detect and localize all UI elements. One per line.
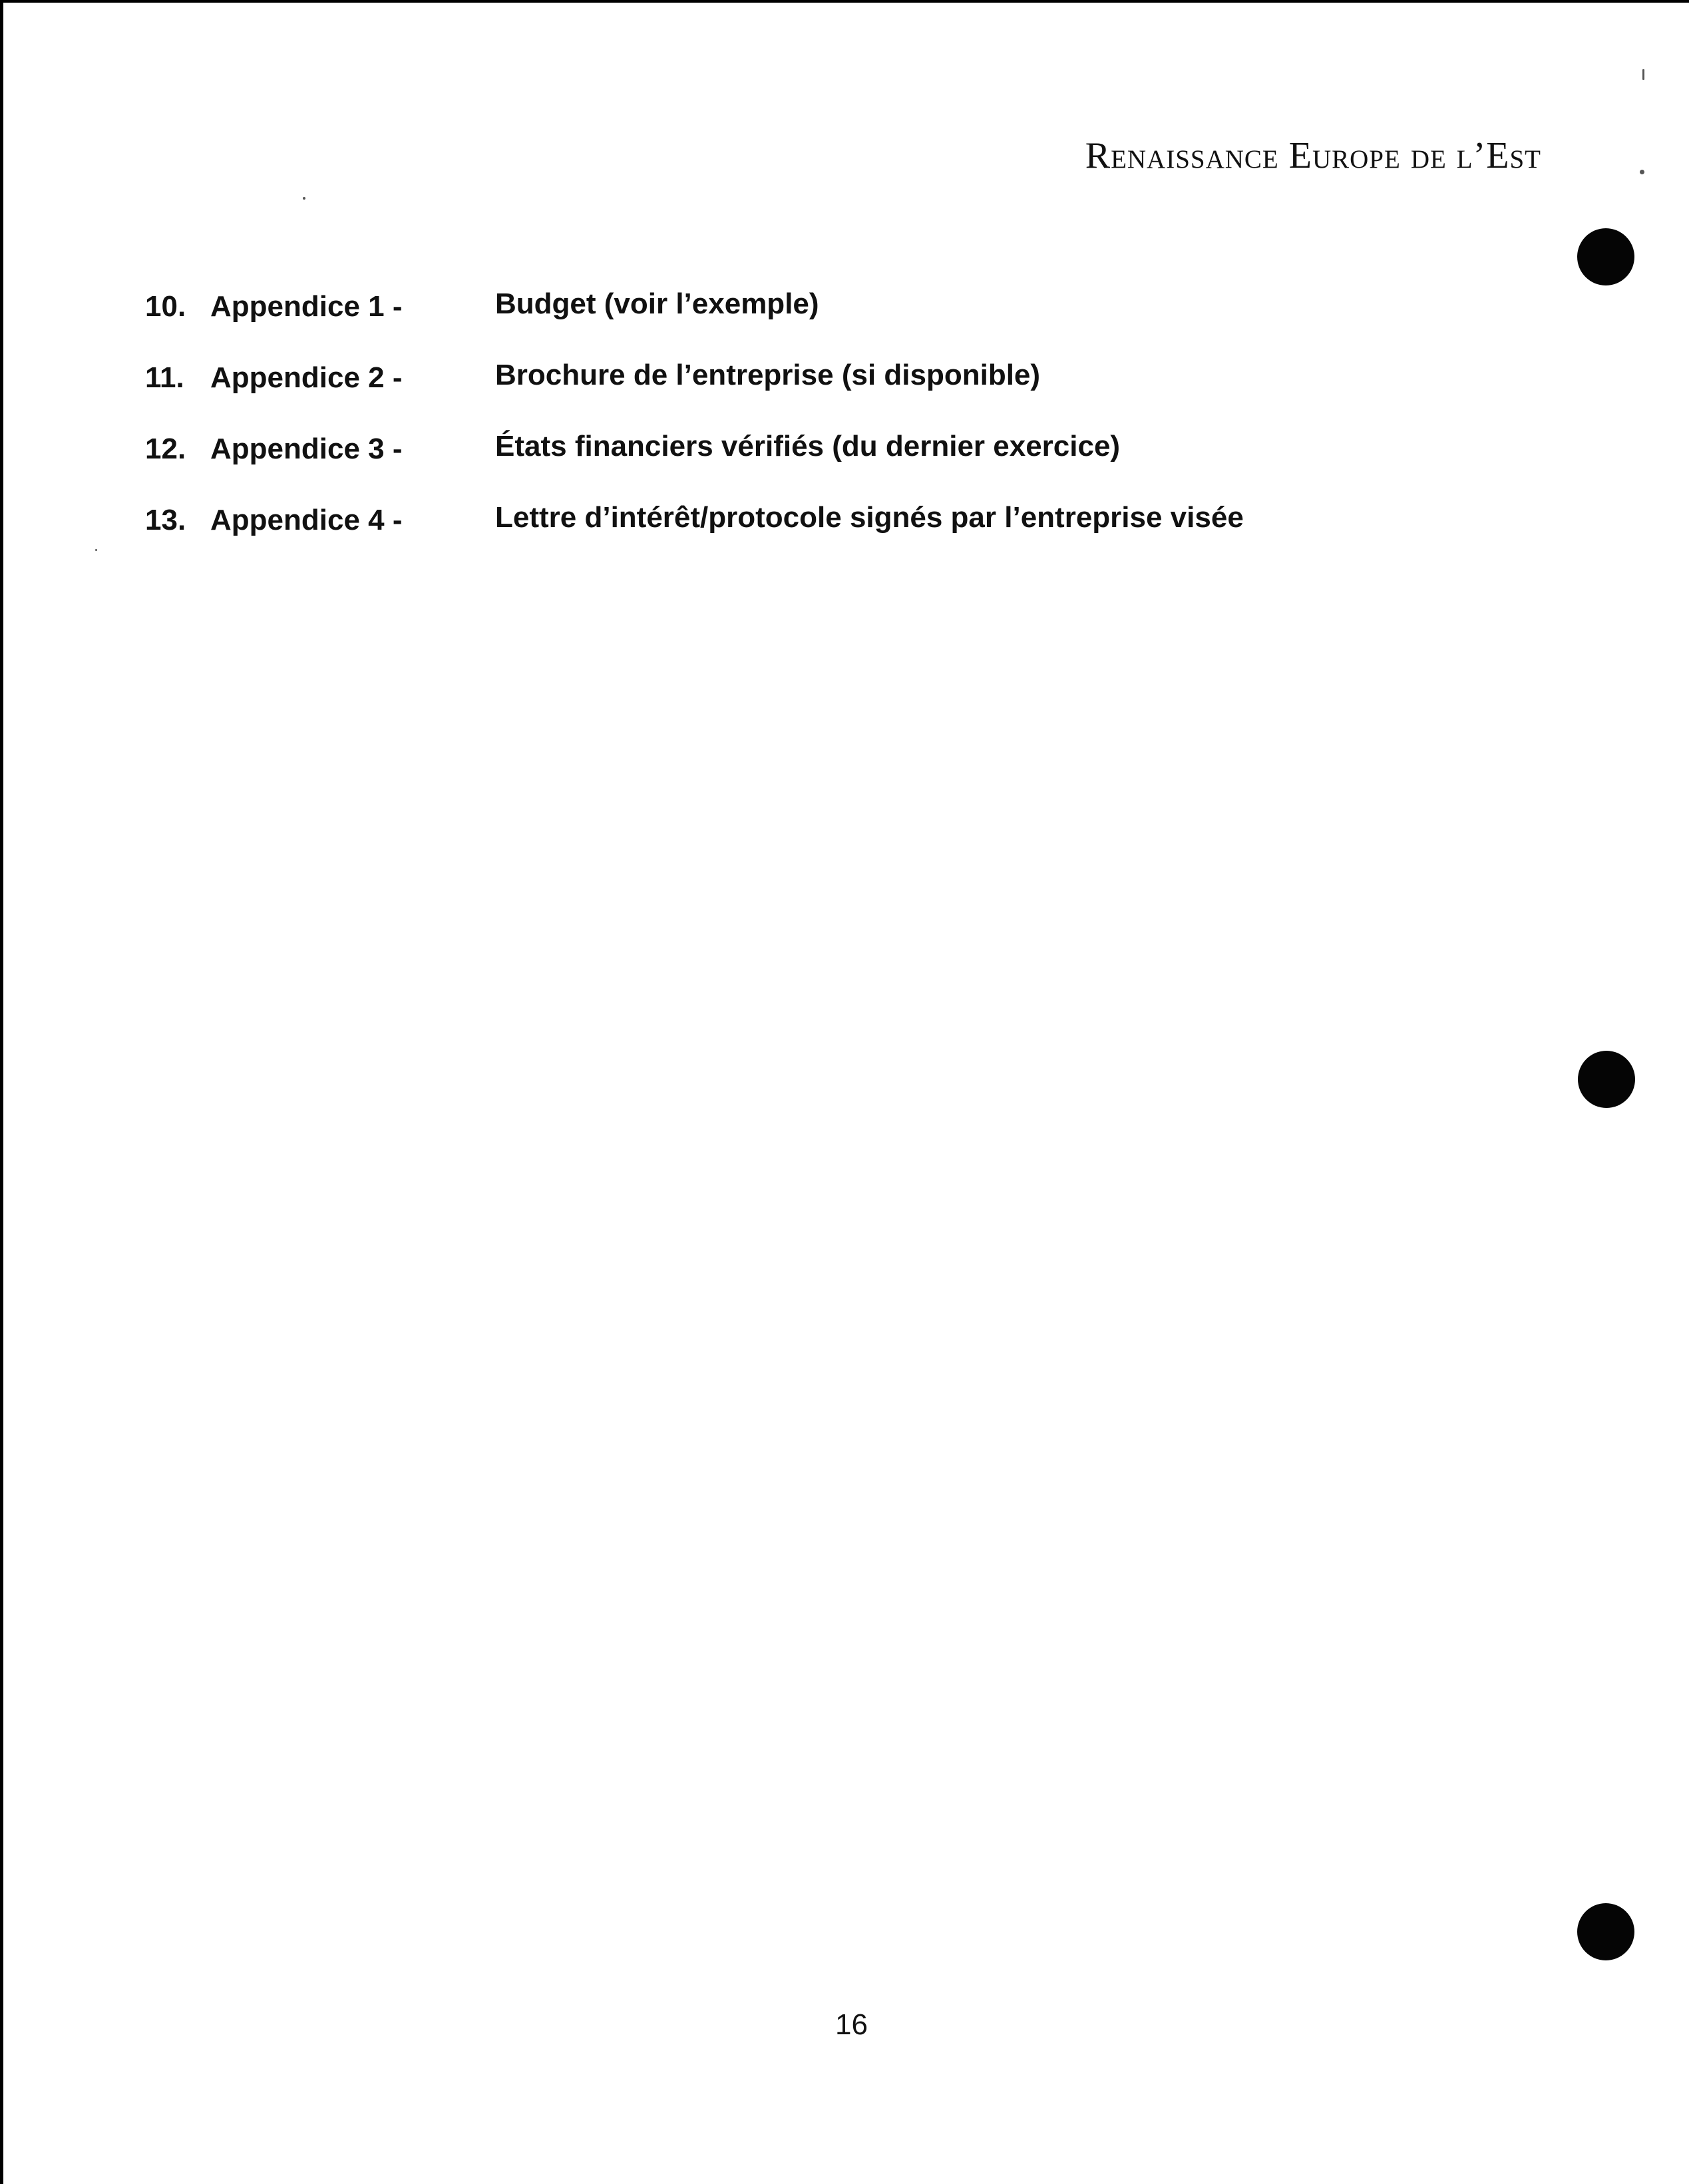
appendix-label: Appendice 4 -: [210, 504, 403, 536]
appendix-label: Appendice 1 -: [210, 290, 403, 323]
scan-speck: [1640, 170, 1644, 174]
appendix-number: 10.: [145, 290, 186, 323]
appendix-description: Lettre d’intérêt/protocole signés par l’entreprise visée: [495, 501, 1244, 534]
appendix-label: Appendice 2 -: [210, 361, 403, 394]
appendix-number: 11.: [145, 361, 184, 394]
punch-hole-bottom: [1577, 1903, 1634, 1960]
appendix-description: États financiers vérifiés (du dernier exercice): [495, 430, 1121, 462]
appendix-number: 12.: [145, 433, 186, 465]
punch-hole-middle: [1578, 1051, 1635, 1108]
appendix-description: Budget (voir l’exemple): [495, 287, 819, 320]
appendix-description: Brochure de l’entreprise (si disponible): [495, 359, 1041, 391]
scan-speck: [1642, 69, 1644, 80]
document-header-title: Renaissance Europe de l’Est: [1085, 135, 1541, 176]
page-number: 16: [835, 2008, 868, 2041]
punch-hole-top: [1577, 228, 1634, 285]
scan-speck: [303, 197, 305, 200]
appendix-label: Appendice 3 -: [210, 433, 403, 465]
appendix-number: 13.: [145, 504, 186, 536]
scan-speck: [95, 549, 97, 551]
